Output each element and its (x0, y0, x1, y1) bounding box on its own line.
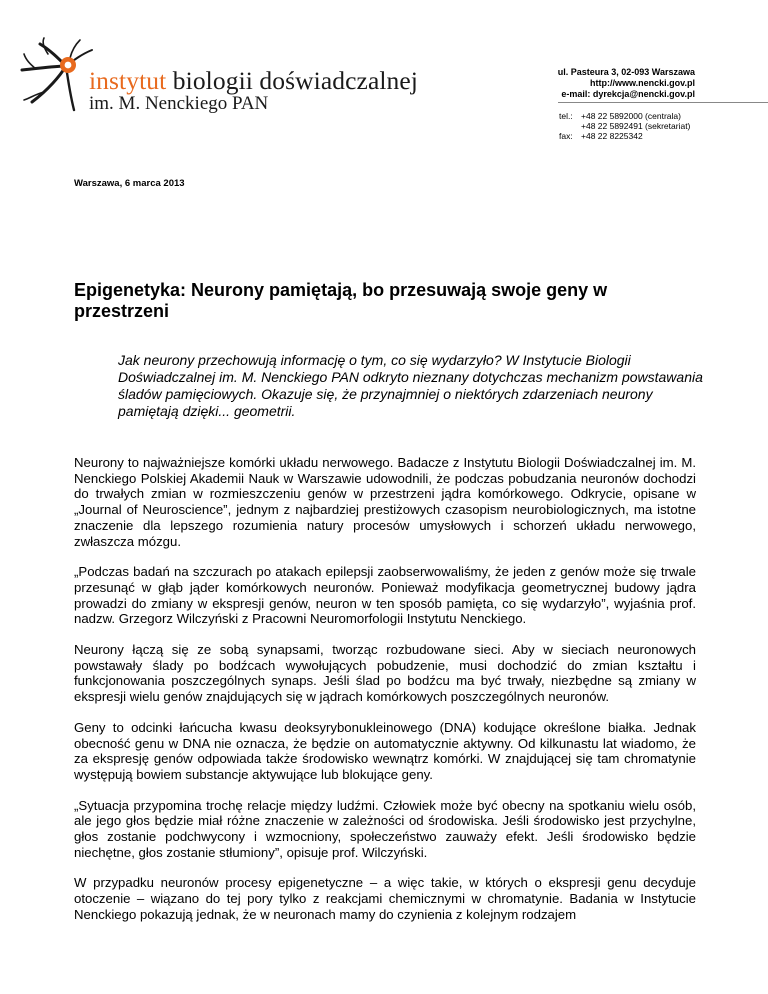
contact-numbers (559, 111, 690, 141)
contact-value: +48 22 8225342 (581, 131, 643, 141)
document-date: Warszawa, 6 marca 2013 (74, 178, 185, 189)
article-body (74, 455, 696, 938)
contact-label (559, 121, 581, 131)
contact-value: +48 22 5892000 (centrala) (581, 111, 681, 121)
address-block (558, 67, 695, 100)
contact-label: tel.: (559, 111, 573, 121)
institute-name-accent: instytut (89, 66, 167, 95)
body-paragraph: Neurony to najważniejsze komórki układu nerwowego. Badacze z Instytutu Biologii Doświadczalnej im. M. Nenckiego Polskiej Akademii Nauk w Warszawie udowodnili, że podczas pobudzania neuronów dochodzi do trwałych zmian w rozmieszczeniu genów w przestrzeni jądra komórkowego. Odkrycie, opisane w „Journal of Neuroscience”, jednym z najbardziej prestiżowych czasopism neurobiologicznych, ma istotne znaczenie dla lepszego rozumienia natury procesów umysłowych i schorzeń układu nerwowego, zwłaszcza mózgu. (74, 455, 696, 549)
header-divider (558, 102, 768, 103)
page-title: Epigenetyka: Neurony pamiętają, bo przesuwają swoje geny w przestrzeni (74, 280, 608, 321)
body-paragraph: „Sytuacja przypomina trochę relacje między ludźmi. Człowiek może być obecny na spotkaniu wielu osób, ale jego głos będzie miał różne znaczenie w zależności od środowiska. Jeśli środowisko jest przychylne, głos zostanie podchwycony i wzmocniony, społeczeństwo zauważy efekt. Jeśli środowisko będzie niechętne, głos zostanie stłumiony”, opisuje prof. Wilczyński. (74, 797, 696, 860)
contact-value: +48 22 5892491 (sekretariat) (581, 121, 691, 131)
contact-row (559, 121, 690, 131)
lead-paragraph: Jak neurony przechowują informację o tym, co się wydarzyło? W Instytucie Biologii Doświadczalnej im. M. Nenckiego PAN odkryto nieznany dotychczas mechanizm powstawania śladów pamięciowych. Okazuje się, że przynajmniej o niektórych zdarzeniach neurony pamiętają dzięki... geometrii. (118, 352, 703, 419)
contact-row (559, 111, 690, 121)
institute-name-rest: biologii doświadczalnej (172, 66, 418, 95)
contact-row (559, 131, 690, 141)
institute-subtitle: im. M. Nenckiego PAN (89, 93, 269, 114)
neuron-logo-icon (18, 36, 98, 112)
body-paragraph: Neurony łączą się ze sobą synapsami, tworząc rozbudowane sieci. Aby w sieciach neuronowych powstawały ślady po bodźcach wywołujących pobudzenie, musi dochodzić do zmian kształtu i funkcjonowania poszczególnych synaps. Jeśli ślad po bodźcu ma być trwały, niezbędne są zmiany w ekspresji wielu genów znajdujących się w jądrach komórkowych poszczególnych neuronów. (74, 642, 696, 705)
address-street: ul. Pasteura 3, 02-093 Warszawa (557, 67, 695, 77)
body-paragraph: W przypadku neuronów procesy epigenetyczne – a więc takie, w których o ekspresji genu decyduje otoczenie – wiązano do tej pory tylko z reakcjami chemicznymi w chromatynie. Badania w Instytucie Nenckiego pokazują jednak, że w neuronach mamy do czynienia z kolejnym rodzajem (74, 875, 696, 922)
address-website[interactable]: http://www.nencki.gov.pl (590, 78, 695, 88)
institute-name (89, 66, 418, 96)
body-paragraph: „Podczas badań na szczurach po atakach epilepsji zaobserwowaliśmy, że jeden z genów może się trwale przesunąć w głąb jąder komórkowych neuronów. Ponieważ modyfikacja geometrycznej budowy jądra prowadzi do zmiany w ekspresji genów, neuron w ten sposób pamięta, co się wydarzyło”, wyjaśnia prof. nadzw. Grzegorz Wilczyński z Pracowni Neuromorfologii Instytutu Nenckiego. (74, 564, 696, 627)
body-paragraph: Geny to odcinki łańcucha kwasu deoksyrybonukleinowego (DNA) kodujące określone białka. Jednak obecność genu w DNA nie oznacza, że będzie on automatycznie aktywny. Od kilkunastu lat wiadomo, że za ekspresję genów odpowiada także środowisko wewnątrz komórki. W znajdującej się tam chromatynie występują bowiem substancje aktywujące lub blokujące geny. (74, 719, 696, 782)
contact-label: fax: (559, 131, 573, 141)
address-email[interactable]: e-mail: dyrekcja@nencki.gov.pl (561, 89, 695, 99)
